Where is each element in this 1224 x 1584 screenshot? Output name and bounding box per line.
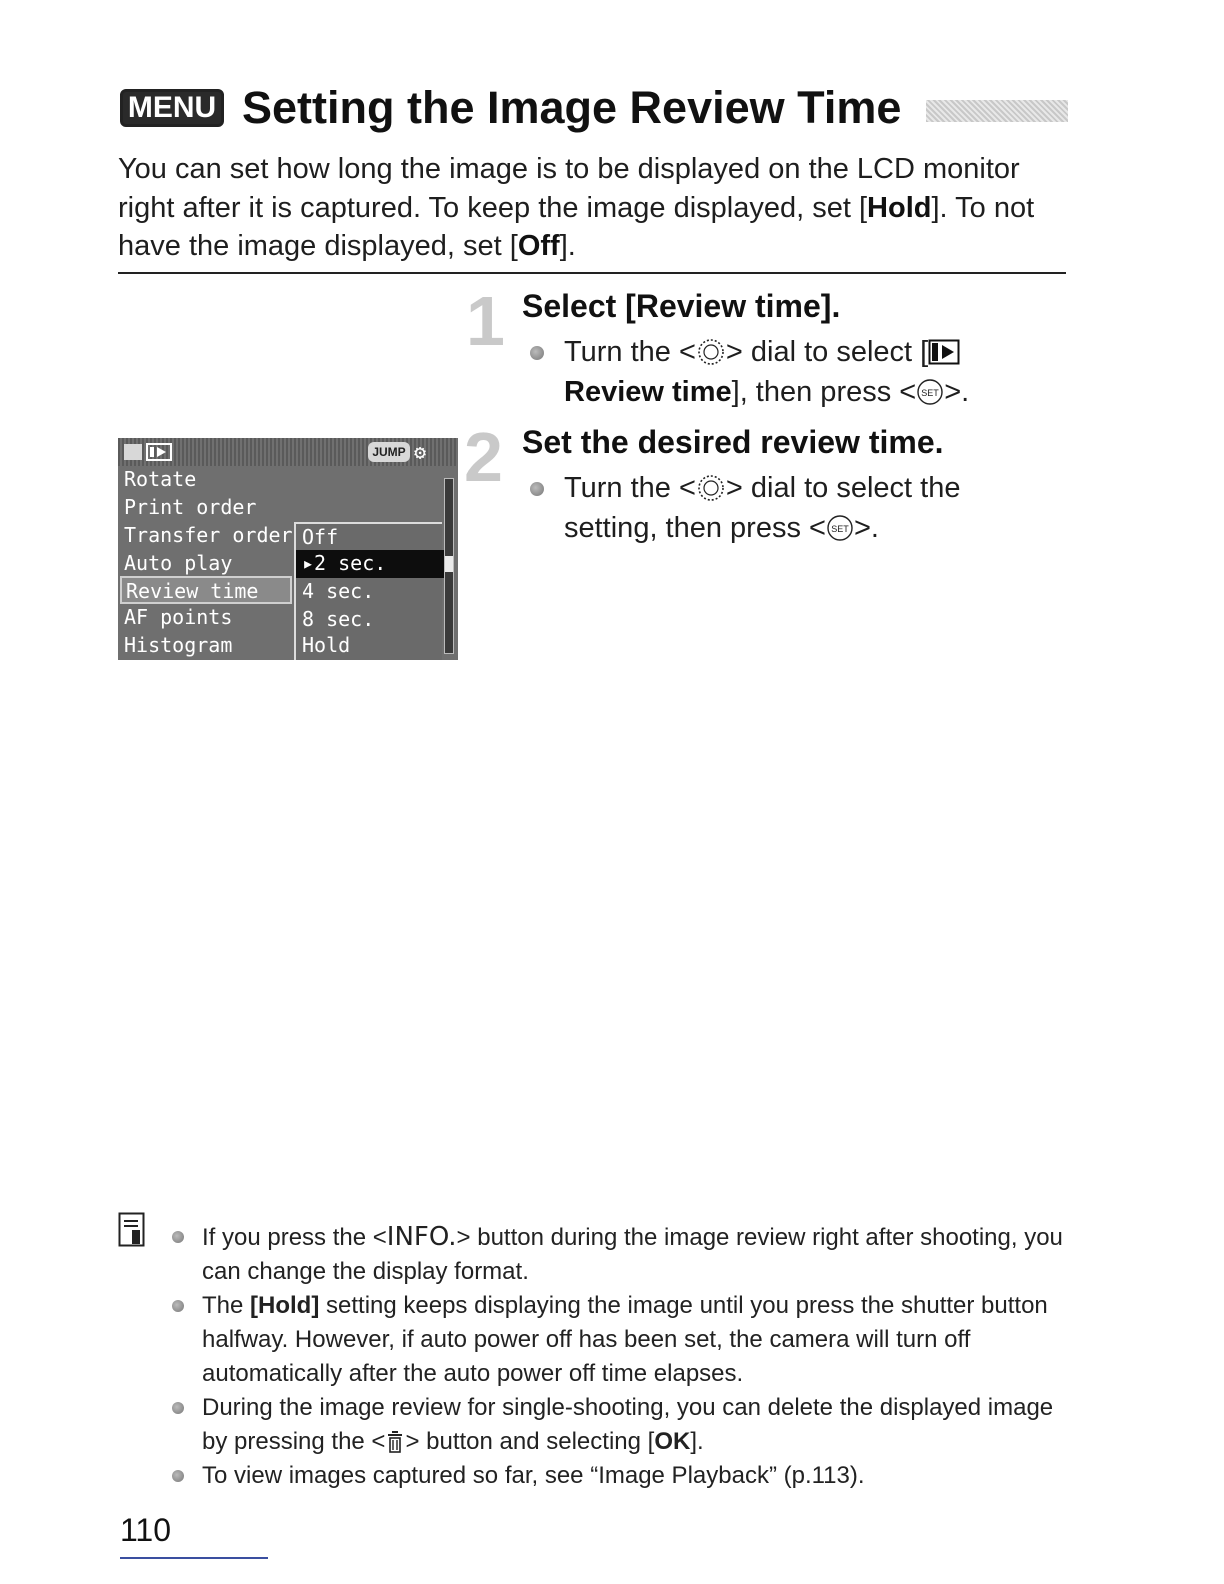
intro-off: Off: [517, 230, 560, 262]
lcd-option-current[interactable]: ▸2 sec.: [296, 550, 444, 578]
lcd-tab-playback-icon: [146, 443, 172, 461]
step-1-text-a: Turn the <: [564, 336, 696, 368]
title-decoration-bar: [926, 100, 1068, 122]
lcd-option[interactable]: Hold: [302, 633, 351, 657]
step-2-text-a: Turn the <: [564, 472, 696, 504]
step-1-text: [564, 332, 1064, 412]
note-bullet: [172, 1470, 184, 1482]
note-3-text-b: > button and selecting [: [405, 1428, 655, 1455]
step-1-title: Select [Review time].: [522, 288, 841, 324]
lcd-tab-shooting: [124, 444, 142, 460]
step-2-text-c: >.: [853, 512, 879, 544]
info-button-label: INFO.: [386, 1222, 457, 1252]
set-button-icon: [826, 514, 854, 542]
note-item: [168, 1220, 1068, 1289]
quick-control-dial-icon: [696, 337, 726, 367]
trash-icon: [385, 1430, 405, 1454]
note-bullet: [172, 1402, 184, 1414]
intro-hold: Hold: [867, 191, 932, 224]
section-divider: [118, 272, 1066, 274]
step-1-number: 1: [466, 282, 505, 360]
page-number-underline: [120, 1557, 268, 1559]
quick-control-dial-icon: [696, 473, 726, 503]
playback-icon: [928, 339, 960, 365]
lcd-scrollbar-thumb[interactable]: [445, 556, 453, 572]
note-2-hold: [Hold]: [250, 1292, 320, 1319]
lcd-menu-item[interactable]: Histogram: [124, 633, 233, 657]
note-item: [168, 1391, 1068, 1459]
lcd-option[interactable]: 4 sec.: [302, 579, 375, 603]
step-2-bullet: [530, 482, 544, 496]
note-2-text-b: setting keeps displaying the image until you press the shutter button halfway. However, if auto power off has been set, the camera will turn off automatically after the auto power off time elapses.: [202, 1292, 1048, 1387]
lcd-menu-item[interactable]: Auto play: [124, 551, 233, 575]
step-1-text-d: >.: [944, 376, 970, 408]
svg-text:SET: SET: [831, 524, 849, 534]
note-3-text-a: During the image review for single-shooting, you can delete the displayed image by pressing the <: [202, 1394, 1054, 1455]
lcd-menu-item[interactable]: Transfer order: [124, 523, 293, 547]
intro-text-2: ]. To not have the image displayed, set [: [118, 191, 1035, 262]
note-bullet: [172, 1231, 184, 1243]
step-2-title: Set the desired review time.: [522, 424, 944, 460]
intro-paragraph: [118, 150, 1078, 266]
lcd-option-list: [294, 522, 442, 660]
lcd-menu-item[interactable]: Rotate: [124, 467, 197, 491]
note-item: [168, 1289, 1068, 1391]
lcd-option[interactable]: 8 sec.: [302, 607, 375, 631]
note-bullet: [172, 1300, 184, 1312]
note-3-ok: OK: [654, 1428, 691, 1455]
intro-text-3: ].: [559, 230, 576, 262]
step-1-text-b: > dial to select [: [725, 336, 929, 368]
svg-text:SET: SET: [921, 388, 939, 398]
tools-icon: ⚙: [414, 440, 427, 464]
note-2-text-a: The: [202, 1292, 251, 1319]
lcd-menu-item[interactable]: AF points: [124, 605, 233, 629]
lcd-option[interactable]: Off: [302, 525, 339, 549]
lcd-jump-icon: JUMP: [368, 442, 410, 462]
note-3-text-c: ].: [690, 1428, 704, 1455]
note-item: [168, 1459, 1068, 1493]
note-1-text-a: If you press the <: [202, 1224, 387, 1251]
step-1-text-c: ], then press <: [731, 376, 917, 408]
note-1-text-b: > button during the image review right after shooting, you can change the display format.: [202, 1224, 1063, 1285]
note-icon: [118, 1212, 148, 1248]
lcd-menu-screen: [118, 438, 458, 660]
page-title: Setting the Image Review Time: [242, 82, 902, 133]
set-button-icon: [916, 378, 944, 406]
step-2-number: 2: [464, 418, 503, 496]
step-1-bullet: [530, 346, 544, 360]
step-2-text: [564, 468, 1034, 548]
notes-list: [168, 1220, 1068, 1493]
step-1-text-bold: Review time: [564, 376, 732, 408]
intro-text-1: You can set how long the image is to be displayed on the LCD monitor right after it is captured. To keep the image displayed, set [: [118, 153, 1020, 224]
note-4-text: To view images captured so far, see “Image Playback” (p.113).: [202, 1462, 865, 1489]
menu-badge-icon: MENU: [120, 89, 224, 127]
lcd-menu-item[interactable]: Print order: [124, 495, 257, 519]
step-2-text-b: > dial to select the setting, then press <: [564, 472, 961, 544]
page-number: 110: [120, 1512, 172, 1548]
lcd-menu-item-selected[interactable]: Review time: [120, 576, 292, 604]
